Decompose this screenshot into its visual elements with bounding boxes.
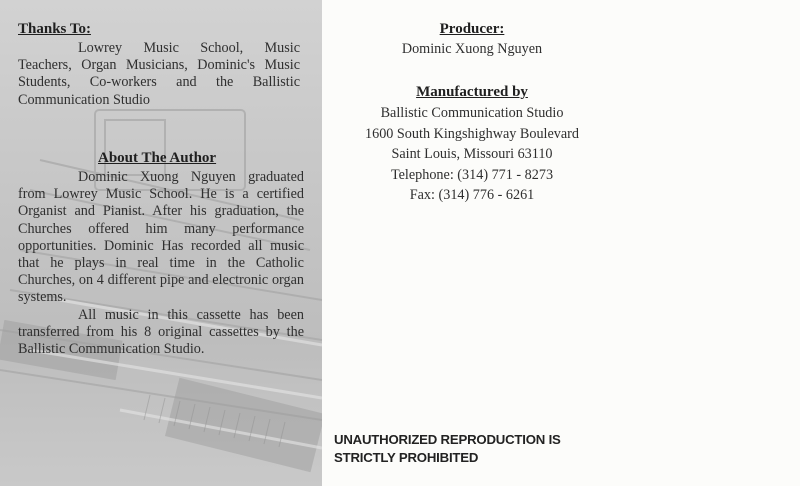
manufacturer-address-1: 1600 South Kingshighway Boulevard [365, 125, 579, 142]
thanks-body: Lowrey Music School, Music Teachers, Organ Musicians, Dominic's Music Students, Co-workers and the Ballistic Communication Studio [18, 40, 300, 108]
producer-heading: Producer: [439, 21, 505, 37]
thanks-heading: Thanks To: [18, 21, 91, 37]
about-heading: About The Author [98, 150, 217, 166]
manufacturer-name: Ballistic Communication Studio [380, 105, 564, 121]
manufacturer-heading: Manufactured by [416, 84, 528, 100]
warning-line-2: STRICTLY PROHIBITED [334, 450, 479, 465]
about-paragraph-2: All music in this cassette has been transferred from his 8 original cassettes by the Ballistic Communication Studio. [18, 306, 304, 358]
manufacturer-address-2: Saint Louis, Missouri 63110 [391, 146, 553, 162]
thanks-text [18, 40, 300, 109]
manufacturer-block [322, 103, 622, 206]
warning-line-1: UNAUTHORIZED REPRODUCTION IS [334, 432, 561, 447]
about-paragraph-1: Dominic Xuong Nguyen graduated from Lowrey Music School. He is a certified Organist and Pianist. After his graduation, the Churches offered him many performance opportunities. Dominic Has recorded all music that he plays in real time in the Catholic Churches, on 4 different pipe and electronic organ systems. [18, 169, 304, 306]
producer-name: Dominic Xuong Nguyen [401, 41, 543, 57]
reproduction-warning [334, 431, 561, 467]
manufacturer-telephone: Telephone: (314) 771 - 8273 [390, 166, 554, 183]
manufacturer-fax: Fax: (314) 776 - 6261 [409, 187, 535, 203]
about-text [18, 169, 304, 358]
right-panel [322, 0, 800, 486]
left-panel [0, 0, 322, 486]
